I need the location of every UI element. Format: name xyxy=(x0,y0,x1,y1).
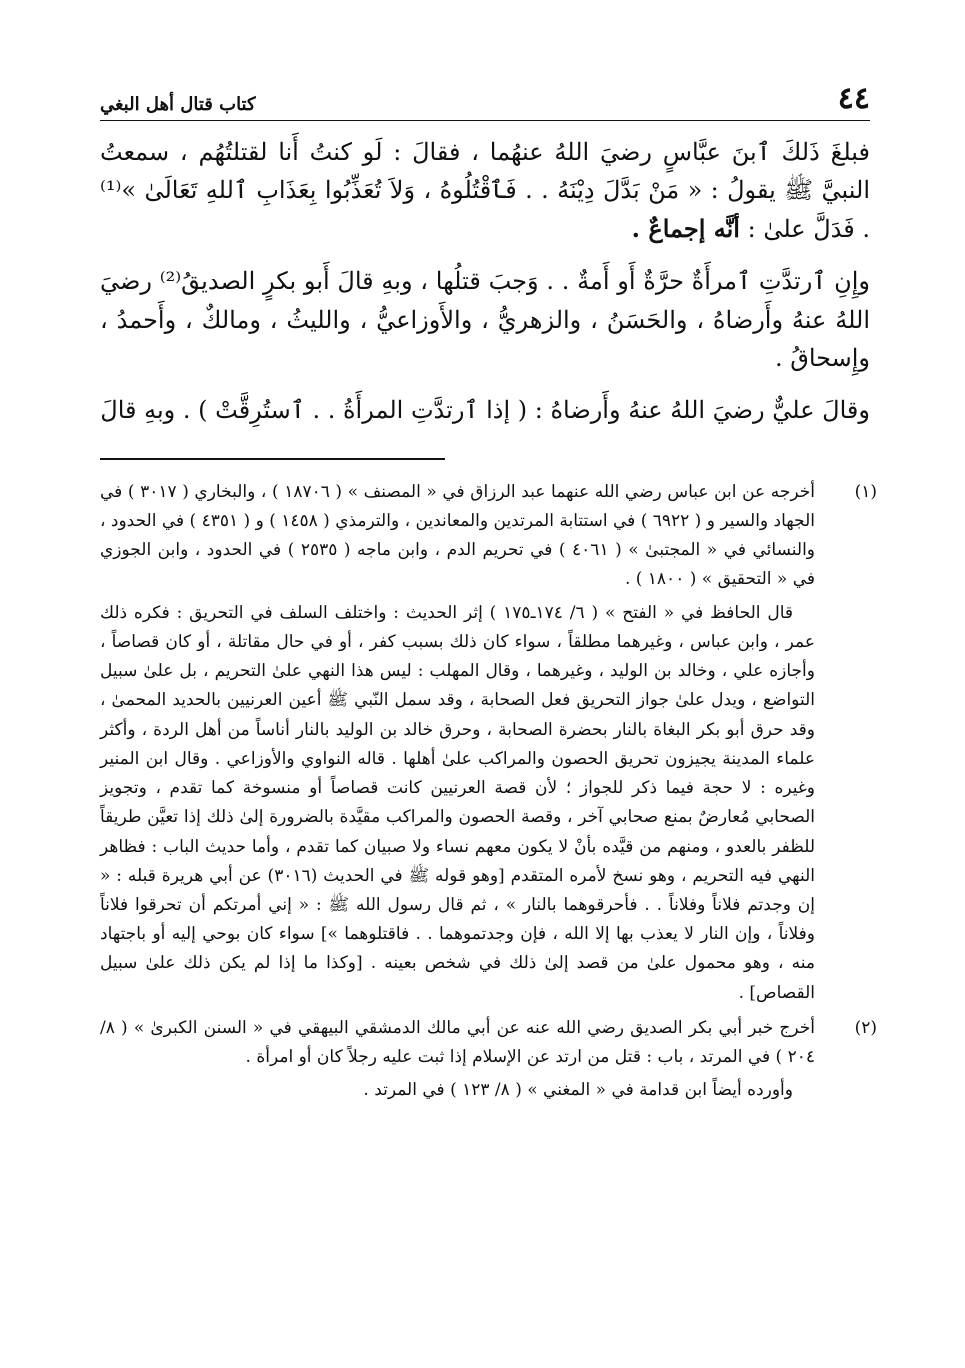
paragraph-2: وإِنِ ٱرتدَّتِ ٱمرأَةٌ حرَّةٌ أَو أَمةٌ . . وَجبَ قتلُها ، وبهِ قالَ أَبو بكرٍ الصديقُ⁽²⁾ رضيَ اللهُ عنهُ وأَرضاهُ ، والحَسَنُ ، والزهريُّ ، والأَوزاعيُّ ، والليثُ ، ومالكٌ ، وأَحمدُ ، وإِسحاقُ . xyxy=(100,267,870,372)
footnotes xyxy=(99,478,877,1106)
footnote-paragraph: أخرج خبر أبي بكر الصديق رضي الله عنه عن أبي مالك الدمشقي البيهقي في « السنن الكبرىٰ » ( ٨/ ٢٠٤ ) في المرتد ، باب : قتل من ارتد عن الإسلام إذا ثبت عليه رجلاً كان أو امرأة . xyxy=(100,1017,815,1068)
page-header xyxy=(100,80,870,121)
page-number: ٤٤ xyxy=(837,81,870,116)
paragraph-1 xyxy=(100,133,870,248)
footnote-number: (١) xyxy=(854,481,877,502)
paragraph-3: وقالَ عليٌّ رضيَ اللهُ عنهُ وأَرضاهُ : ( إذا ٱرتدَّتِ المرأَةُ . . ٱستُرِقَّتْ ) . وبهِ قالَ xyxy=(100,396,870,425)
footnote-number: (٢) xyxy=(854,1017,877,1038)
footnote-paragraph: وأورده أيضاً ابن قدامة في « المغني » ( ٨/ ١٢٣ ) في المرتد . xyxy=(363,1080,793,1101)
paragraph-1-text: فبلغَ ذَلكَ ٱبنَ عبَّاسٍ رضيَ اللهُ عنهُما ، فقالَ : لَو كنتُ أَنا لقتلتُهُم ، سمعتُ النبيَّ ﷺ يقولُ : « مَنْ بَدَّلَ دِيْنَهُ . . فَٱقْتُلُوهُ ، وَلاَ تُعَذِّبُوا بِعَذَابِ ٱللهِ تَعَالَىٰ »⁽¹⁾ . فَدَلَّ علىٰ : xyxy=(100,138,870,243)
footnote-1 xyxy=(99,478,877,1008)
running-title: كتاب قتال أهل البغي xyxy=(100,94,256,115)
paragraph-1-bold: أنَّه إجماعٌ . xyxy=(631,213,740,243)
footnote-separator xyxy=(100,458,445,460)
footnote-2 xyxy=(100,1014,877,1106)
main-text xyxy=(100,133,870,430)
footnote-paragraph: أخرجه عن ابن عباس رضي الله عنهما عبد الرزاق في « المصنف » ( ١٨٧٠٦ ) ، والبخاري ( ٣٠١٧ ) في الجهاد والسير و ( ٦٩٢٢ ) في استتابة المرتدين والمعاندين ، والترمذي ( ١٤٥٨ ) و ( ٤٣٥١ ) في الحدود ، والنسائي في « المجتبىٰ » ( ٤٠٦١ ) في تحريم الدم ، وابن ماجه ( ٢٥٣٥ ) في الحدود ، وابن الجوزي في « التحقيق » ( ١٨٠٠ ) . xyxy=(99,481,816,590)
footnote-paragraph: قال الحافظ في « الفتح » ( ٦/ ١٧٤ـ١٧٥ ) إثر الحديث : واختلف السلف في التحريق : فكره ذلك عمر ، وابن عباس ، وغيرهما مطلقاً ، سواء كان ذلك بسبب كفر ، أو في حال مقاتلة ، أو كان قصاصاً ، وأجازه علي ، وخالد بن الوليد ، وغيرهما ، وقال المهلب : ليس هذا النهي علىٰ التحريم ، بل علىٰ سبيل التواضع ، ويدل علىٰ جواز التحريق فعل الصحابة ، وقد سمل النّبي ﷺ أعين العرنيين بالحديد المحمىٰ ، وقد حرق أبو بكر البغاة بالنار بحضرة الصحابة ، وحرق خالد بن الوليد بالنار أناساً من أهل الردة ، وأكثر علماء المدينة يجيزون تحريق الحصون والمراكب علىٰ أهلها . قاله النواوي والأوزاعي . وقال ابن المنير وغيره : لا حجة فيما ذكر للجواز ؛ لأن قصة العرنيين كانت قصاصاً أو منسوخة كما تقدم ، وتجويز الصحابي مُعارضٌ بمنع صحابي آخر ، وقصة الحصون والمراكب مقيَّدة بالضرورة إلىٰ ذلك إذا تعيَّن طريقاً للظفر بالعدو ، ومنهم من قيَّده بأنْ لا يكون معهم نساء ولا صبيان كما تقدم ، وأما حديث الباب : فظاهر النهي فيه التحريم ، وهو نسخ لأمره المتقدم [وهو قوله ﷺ في الحديث (٣٠١٦) عن أبي هريرة قبله : « إن وجدتم فلاناً وفلاناً . . فأحرقوهما بالنار » ، ثم قال رسول الله ﷺ : « إني أمرتكم أن تحرقوا فلاناً وفلاناً ، وإن النار لا يعذب بها إلا الله ، فإن وجدتموهما . . فاقتلوهما »] سواء كان بوحي إليه أو باجتهاد منه ، وهو محمول علىٰ من قصد إلىٰ ذلك في شخص بعينه . [وكذا ما إذا لم يكن ذلك علىٰ سبيل القصاص] . xyxy=(100,602,816,1003)
